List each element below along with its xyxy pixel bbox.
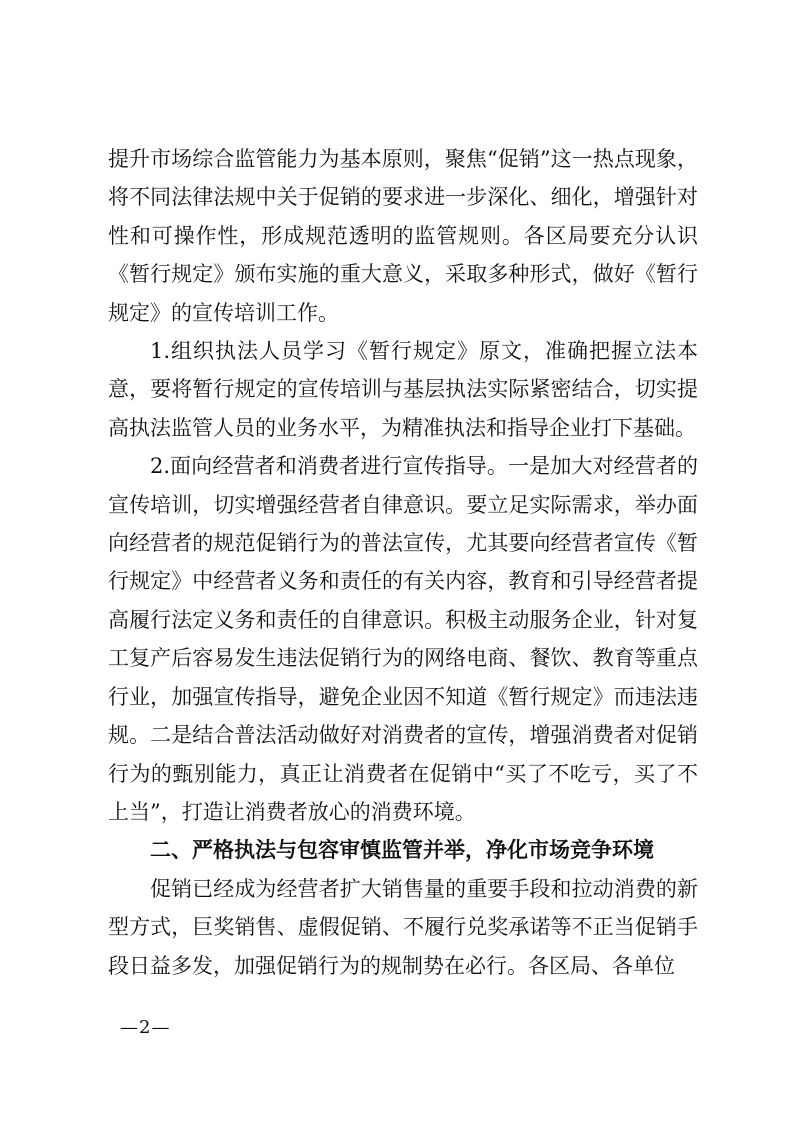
paragraph-item-1: 1.组织执法人员学习《暂行规定》原文，准确把握立法本意，要将暂行规定的宣传培训与基层执法实际紧密结合，切实提高执法监管人员的业务水平，为精准执法和指导企业打下基础。 <box>108 339 698 440</box>
section-heading-2: 二、严格执法与包容审慎监管并举，净化市场竞争环境 <box>150 838 654 863</box>
paragraph-item-2: 2.面向经营者和消费者进行宣传指导。一是加大对经营者的宣传培训，切实增强经营者自律意识。要立足实际需求，举办面向经营者的规范促销行为的普法宣传，尤其要向经营者宣传《暂行规定》中经营者义务和责任的有关内容，教育和引导经营者提高履行法定义务和责任的自律意识。积极主动服务企业，针对复工复产后容易发生违法促销行为的网络电商、餐饮、教育等重点行业，加强宣传指导，避免企业因不知道《暂行规定》而违法违规。二是结合普法活动做好对消费者的宣传，增强消费者对促销行为的甄别能力，真正让消费者在促销中“买了不吃亏，买了不上当”，打造让消费者放心的消费环境。 <box>108 454 698 824</box>
document-body <box>108 140 698 985</box>
page-number: —2— <box>120 1017 171 1038</box>
paragraph-intro: 提升市场综合监管能力为基本原则，聚焦“促销”这一热点现象，将不同法律法规中关于促销的要求进一步深化、细化，增强针对性和可操作性，形成规范透明的监管规则。各区局要充分认识《暂行规定》颁布实施的重大意义，采取多种形式，做好《暂行规定》的宣传培训工作。 <box>108 147 698 325</box>
paragraph-section-2-body: 促销已经成为经营者扩大销售量的重要手段和拉动消费的新型方式，巨奖销售、虚假促销、不履行兑奖承诺等不正当促销手段日益多发，加强促销行为的规制势在必行。各区局、各单位 <box>108 876 698 978</box>
